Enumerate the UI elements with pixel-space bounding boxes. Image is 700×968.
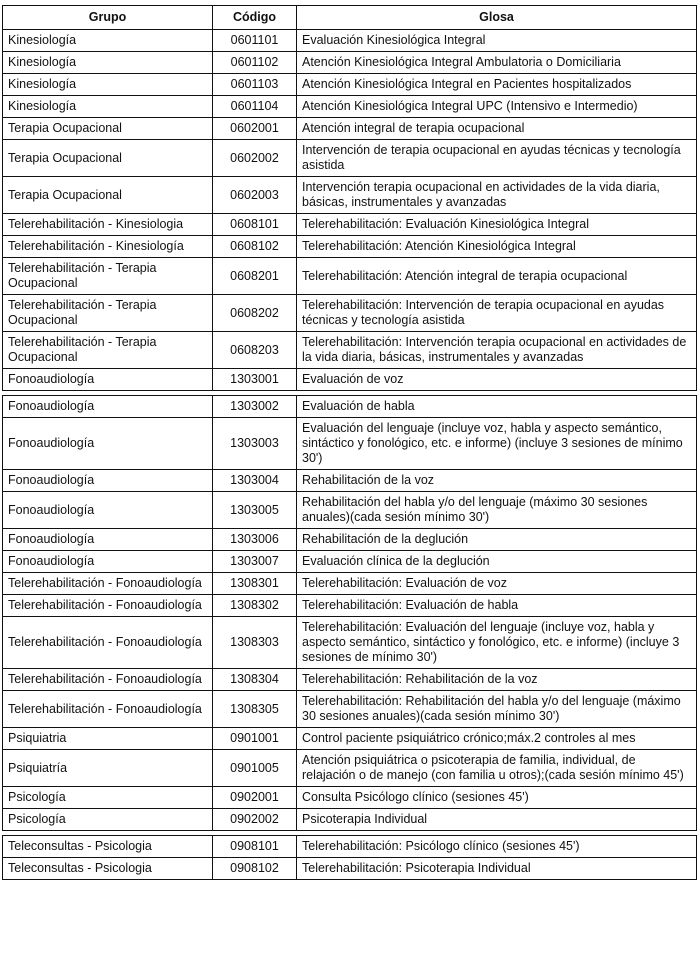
glosa-cell: Consulta Psicólogo clínico (sesiones 45'): [297, 787, 697, 809]
grupo-cell: Telerehabilitación - Terapia Ocupacional: [3, 258, 213, 295]
table-section: [2, 835, 697, 880]
grupo-cell: Fonoaudiología: [3, 470, 213, 492]
table-row: [3, 669, 697, 691]
codigo-cell: 1303002: [213, 396, 297, 418]
table-row: [3, 295, 697, 332]
grupo-cell: Telerehabilitación - Terapia Ocupacional: [3, 332, 213, 369]
glosa-cell: Control paciente psiquiátrico crónico;máx.2 controles al mes: [297, 728, 697, 750]
grupo-cell: Teleconsultas - Psicologia: [3, 836, 213, 858]
codigo-cell: 1303007: [213, 551, 297, 573]
column-header: Grupo: [3, 6, 213, 30]
grupo-cell: Telerehabilitación - Fonoaudiología: [3, 573, 213, 595]
grupo-cell: Terapia Ocupacional: [3, 140, 213, 177]
glosa-cell: Atención Kinesiológica Integral Ambulatoria o Domiciliaria: [297, 52, 697, 74]
codigo-cell: 0901005: [213, 750, 297, 787]
table-row: [3, 52, 697, 74]
grupo-cell: Kinesiología: [3, 30, 213, 52]
table-row: [3, 140, 697, 177]
grupo-cell: Fonoaudiología: [3, 529, 213, 551]
grupo-cell: Telerehabilitación - Kinesiología: [3, 236, 213, 258]
glosa-cell: Intervención terapia ocupacional en actividades de la vida diaria, básicas, instrumentales y avanzadas: [297, 177, 697, 214]
glosa-cell: Telerehabilitación: Evaluación de habla: [297, 595, 697, 617]
table-row: [3, 595, 697, 617]
codigo-cell: 1303003: [213, 418, 297, 470]
grupo-cell: Terapia Ocupacional: [3, 118, 213, 140]
glosa-cell: Telerehabilitación: Intervención terapia ocupacional en actividades de la vida diaria, básicas, instrumentales y avanzadas: [297, 332, 697, 369]
codigo-cell: 0908102: [213, 858, 297, 880]
codigo-cell: 1303006: [213, 529, 297, 551]
table-row: [3, 529, 697, 551]
glosa-cell: Telerehabilitación: Rehabilitación del habla y/o del lenguaje (máximo 30 sesiones anuales)(cada sesión mínimo 30'): [297, 691, 697, 728]
table-row: [3, 551, 697, 573]
table-section: [2, 395, 697, 831]
grupo-cell: Fonoaudiología: [3, 396, 213, 418]
column-header: Glosa: [297, 6, 697, 30]
codigo-cell: 0601103: [213, 74, 297, 96]
grupo-cell: Telerehabilitación - Terapia Ocupacional: [3, 295, 213, 332]
glosa-cell: Telerehabilitación: Atención integral de terapia ocupacional: [297, 258, 697, 295]
glosa-cell: Evaluación Kinesiológica Integral: [297, 30, 697, 52]
codigo-cell: 0608102: [213, 236, 297, 258]
table-row: [3, 858, 697, 880]
codigo-cell: 1308301: [213, 573, 297, 595]
glosa-cell: Telerehabilitación: Intervención de terapia ocupacional en ayudas técnicas y tecnología asistida: [297, 295, 697, 332]
glosa-cell: Telerehabilitación: Evaluación Kinesiológica Integral: [297, 214, 697, 236]
glosa-cell: Telerehabilitación: Psicoterapia Individual: [297, 858, 697, 880]
table-row: [3, 787, 697, 809]
grupo-cell: Fonoaudiología: [3, 418, 213, 470]
grupo-cell: Kinesiología: [3, 52, 213, 74]
table-row: [3, 836, 697, 858]
codigo-cell: 0601104: [213, 96, 297, 118]
codigo-cell: 0608201: [213, 258, 297, 295]
header-row: [3, 6, 697, 30]
glosa-cell: Rehabilitación de la deglución: [297, 529, 697, 551]
grupo-cell: Psicología: [3, 787, 213, 809]
codigo-cell: 0902001: [213, 787, 297, 809]
table-row: [3, 118, 697, 140]
glosa-cell: Telerehabilitación: Evaluación del lenguaje (incluye voz, habla y aspecto semántico, sintáctico y fonológico, etc. e informe) (incluye 3 sesiones de mínimo 30'): [297, 617, 697, 669]
grupo-cell: Fonoaudiología: [3, 492, 213, 529]
codigo-cell: 1308304: [213, 669, 297, 691]
glosa-cell: Rehabilitación del habla y/o del lenguaje (máximo 30 sesiones anuales)(cada sesión mínimo 30'): [297, 492, 697, 529]
table-row: [3, 96, 697, 118]
codigo-cell: 1303001: [213, 369, 297, 391]
codigo-cell: 0602001: [213, 118, 297, 140]
codigo-cell: 0908101: [213, 836, 297, 858]
table-row: [3, 332, 697, 369]
codigo-cell: 0902002: [213, 809, 297, 831]
codigo-cell: 0608203: [213, 332, 297, 369]
grupo-cell: Psicología: [3, 809, 213, 831]
table-row: [3, 418, 697, 470]
glosa-cell: Telerehabilitación: Psicólogo clínico (sesiones 45'): [297, 836, 697, 858]
grupo-cell: Teleconsultas - Psicologia: [3, 858, 213, 880]
codigo-cell: 0601102: [213, 52, 297, 74]
codigo-cell: 1308302: [213, 595, 297, 617]
grupo-cell: Terapia Ocupacional: [3, 177, 213, 214]
glosa-cell: Rehabilitación de la voz: [297, 470, 697, 492]
grupo-cell: Kinesiología: [3, 96, 213, 118]
grupo-cell: Psiquiatria: [3, 728, 213, 750]
table-row: [3, 177, 697, 214]
table-row: [3, 617, 697, 669]
table-row: [3, 74, 697, 96]
codigo-cell: 0901001: [213, 728, 297, 750]
table-row: [3, 369, 697, 391]
table-row: [3, 691, 697, 728]
codigo-cell: 0601101: [213, 30, 297, 52]
grupo-cell: Telerehabilitación - Fonoaudiología: [3, 595, 213, 617]
codigo-cell: 0608202: [213, 295, 297, 332]
table-row: [3, 30, 697, 52]
grupo-cell: Telerehabilitación - Fonoaudiología: [3, 617, 213, 669]
grupo-cell: Fonoaudiología: [3, 551, 213, 573]
grupo-cell: Telerehabilitación - Fonoaudiología: [3, 691, 213, 728]
glosa-cell: Evaluación del lenguaje (incluye voz, habla y aspecto semántico, sintáctico y fonológico, etc. e informe) (incluye 3 sesiones de mínimo 30'): [297, 418, 697, 470]
glosa-cell: Psicoterapia Individual: [297, 809, 697, 831]
table-row: [3, 809, 697, 831]
table-sections: [2, 5, 697, 880]
glosa-cell: Atención Kinesiológica Integral UPC (Intensivo e Intermedio): [297, 96, 697, 118]
glosa-cell: Telerehabilitación: Rehabilitación de la voz: [297, 669, 697, 691]
codigo-cell: 1303004: [213, 470, 297, 492]
glosa-cell: Evaluación clínica de la deglución: [297, 551, 697, 573]
glosa-cell: Atención integral de terapia ocupacional: [297, 118, 697, 140]
glosa-cell: Evaluación de voz: [297, 369, 697, 391]
codigo-cell: 0602003: [213, 177, 297, 214]
table-row: [3, 728, 697, 750]
grupo-cell: Telerehabilitación - Fonoaudiología: [3, 669, 213, 691]
glosa-cell: Atención Kinesiológica Integral en Pacientes hospitalizados: [297, 74, 697, 96]
glosa-cell: Telerehabilitación: Evaluación de voz: [297, 573, 697, 595]
glosa-cell: Telerehabilitación: Atención Kinesiológica Integral: [297, 236, 697, 258]
codigo-cell: 0602002: [213, 140, 297, 177]
column-header: Código: [213, 6, 297, 30]
grupo-cell: Psiquiatría: [3, 750, 213, 787]
grupo-cell: Telerehabilitación - Kinesiologia: [3, 214, 213, 236]
table-row: [3, 573, 697, 595]
table-row: [3, 396, 697, 418]
codigo-cell: 1308305: [213, 691, 297, 728]
table-row: [3, 236, 697, 258]
glosa-cell: Atención psiquiátrica o psicoterapia de familia, individual, de relajación o de manejo (con familia u otros);(cada sesión mínimo 45'): [297, 750, 697, 787]
table-row: [3, 750, 697, 787]
table-row: [3, 492, 697, 529]
table-section: [2, 5, 697, 391]
table-row: [3, 214, 697, 236]
grupo-cell: Fonoaudiología: [3, 369, 213, 391]
table-row: [3, 470, 697, 492]
codigo-cell: 0608101: [213, 214, 297, 236]
glosa-cell: Evaluación de habla: [297, 396, 697, 418]
grupo-cell: Kinesiología: [3, 74, 213, 96]
codigo-cell: 1303005: [213, 492, 297, 529]
table-row: [3, 258, 697, 295]
codigo-cell: 1308303: [213, 617, 297, 669]
glosa-cell: Intervención de terapia ocupacional en ayudas técnicas y tecnología asistida: [297, 140, 697, 177]
